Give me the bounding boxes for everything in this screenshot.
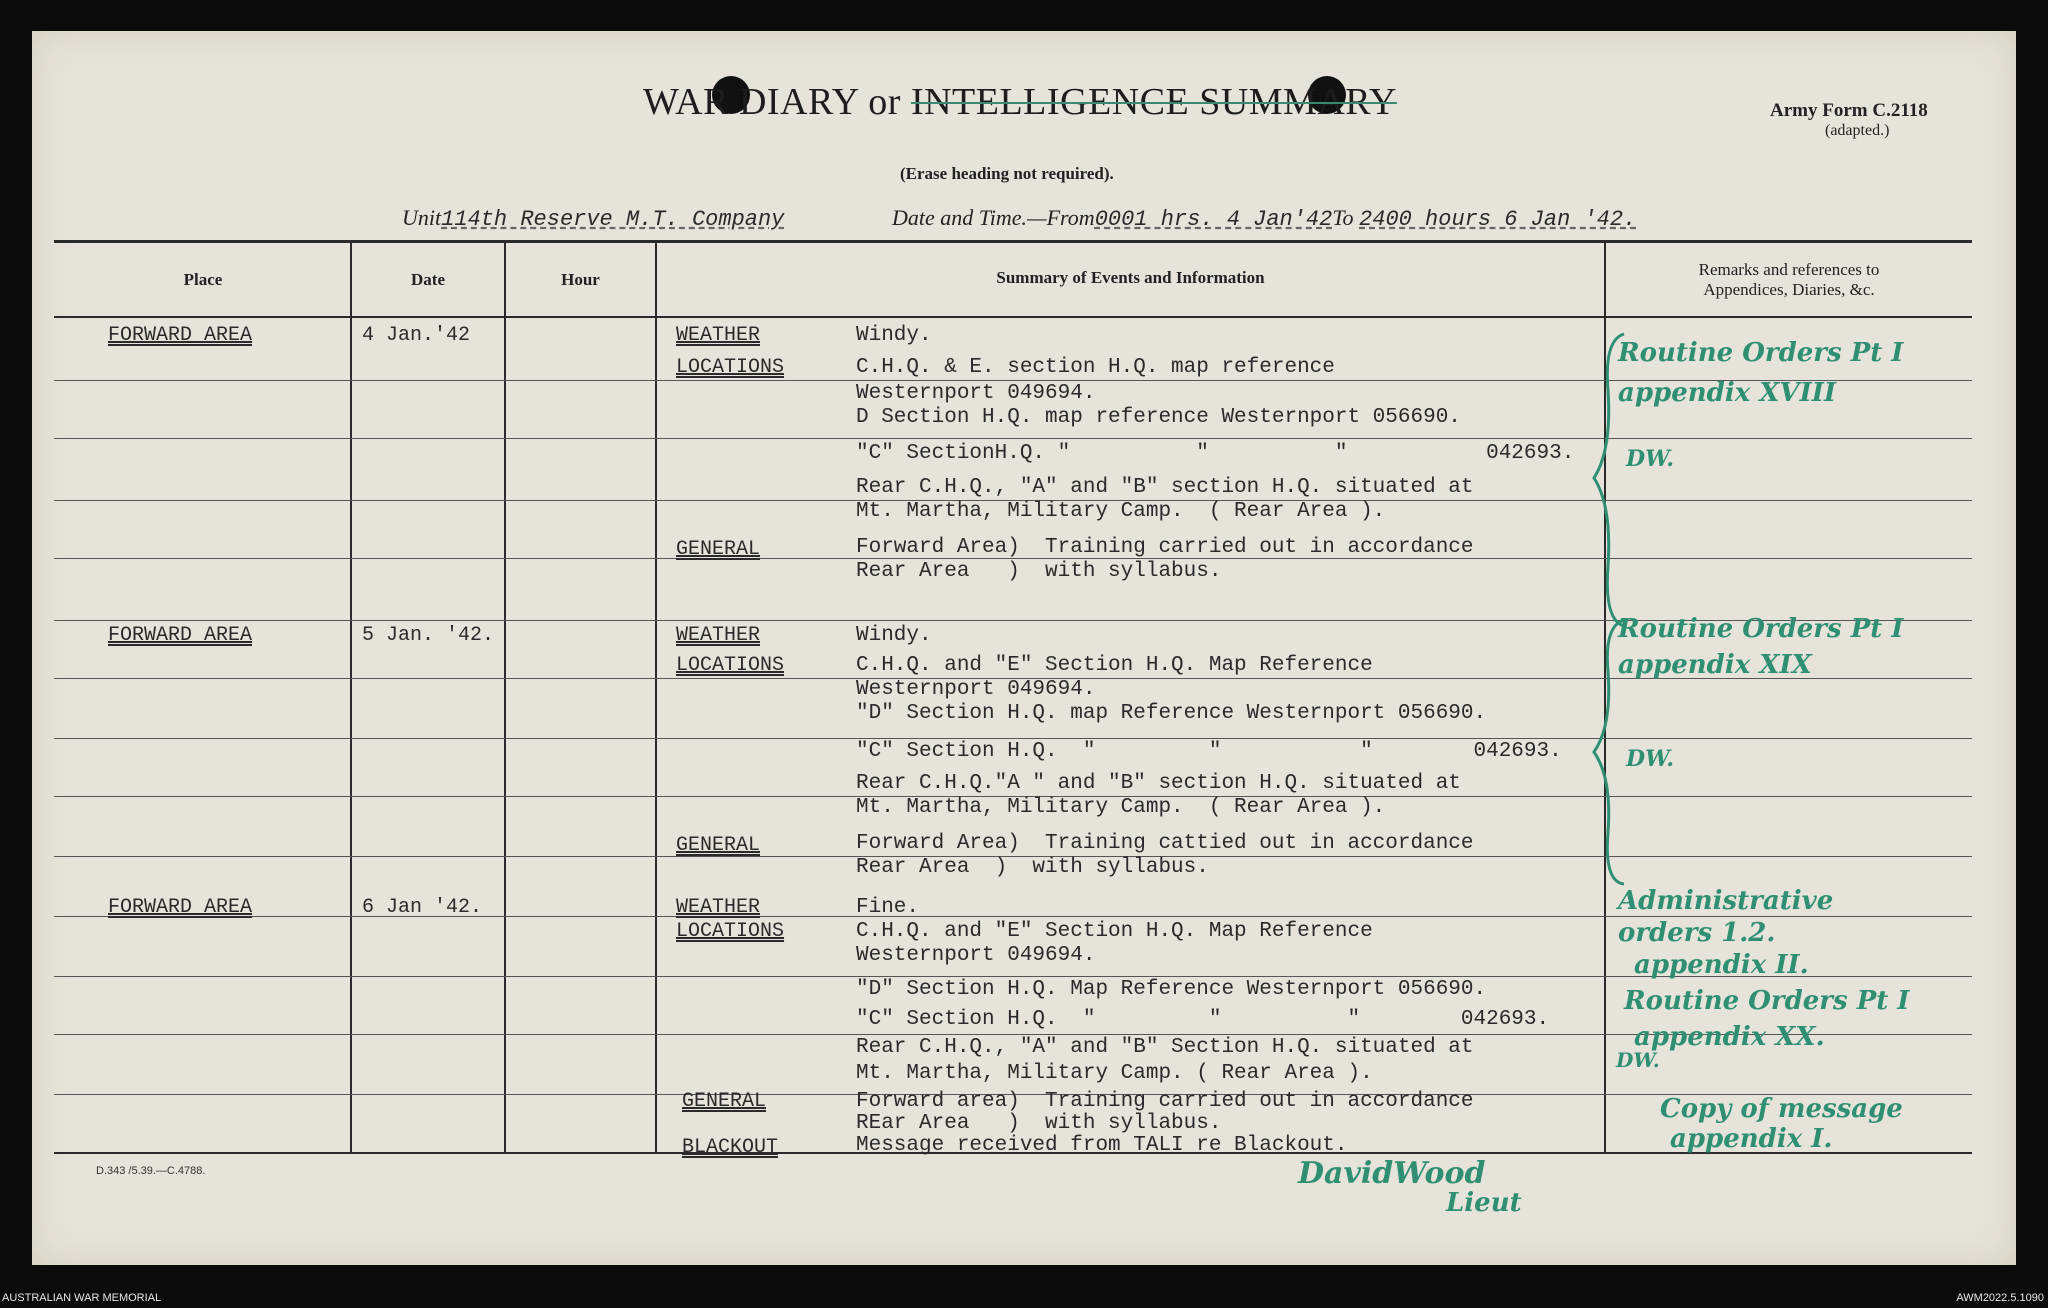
initials: DW. bbox=[1626, 746, 1675, 772]
signature: DavidWood bbox=[1298, 1156, 1486, 1191]
entry-place: FORWARD AREA bbox=[108, 324, 253, 347]
remark-line: appendix I. bbox=[1670, 1124, 1833, 1154]
col-header-remarks bbox=[1606, 260, 1972, 300]
weather-label: WEATHER bbox=[676, 624, 761, 647]
entry-place: FORWARD AREA bbox=[108, 624, 253, 647]
locations-label: LOCATIONS bbox=[676, 654, 785, 677]
locations-label: LOCATIONS bbox=[676, 356, 785, 379]
location-line: "C" Section H.Q. " " " 042693. bbox=[856, 1008, 1550, 1031]
remark-line: Routine Orders Pt I bbox=[1618, 614, 1904, 644]
general-label: GENERAL bbox=[676, 538, 761, 561]
remark-line: appendix XIX bbox=[1618, 650, 1812, 680]
location-line: Mt. Martha, Military Camp. ( Rear Area ). bbox=[856, 500, 1386, 523]
remark-line: appendix II. bbox=[1634, 950, 1809, 980]
entry-place: FORWARD AREA bbox=[108, 896, 253, 919]
col-header-place: Place bbox=[183, 270, 223, 289]
from-value: 0001 hrs. 4 Jan'42 bbox=[1094, 207, 1333, 232]
erase-note: (Erase heading not required). bbox=[900, 164, 1114, 183]
general-line: Forward Area) Training cattied out in accordance bbox=[856, 832, 1474, 855]
general-line: Forward Area) Training carried out in accordance bbox=[856, 536, 1474, 559]
remark-line: Administrative bbox=[1618, 886, 1834, 916]
location-line: C.H.Q. and "E" Section H.Q. Map Reference bbox=[856, 920, 1373, 943]
general-line: Rear Area ) with syllabus. bbox=[856, 856, 1209, 879]
date-line bbox=[892, 205, 1636, 232]
location-line: Rear C.H.Q., "A" and "B" section H.Q. situated at bbox=[856, 476, 1474, 499]
location-line: Rear C.H.Q."A " and "B" section H.Q. situated at bbox=[856, 772, 1461, 795]
adapted-label: (adapted.) bbox=[1825, 122, 1890, 139]
location-line: Mt. Martha, Military Camp. ( Rear Area ). bbox=[856, 1062, 1373, 1085]
location-line: Rear C.H.Q., "A" and "B" Section H.Q. situated at bbox=[856, 1036, 1474, 1059]
title-struck: INTELLIGENCE SUMMARY bbox=[910, 81, 1397, 123]
to-value: 2400 hours 6 Jan '42. bbox=[1359, 207, 1637, 232]
location-line: C.H.Q. & E. section H.Q. map reference bbox=[856, 356, 1335, 379]
col-header-summary: Summary of Events and Information bbox=[996, 268, 1265, 287]
initials: DW. bbox=[1626, 446, 1675, 472]
date-label: Date and Time.—From bbox=[892, 205, 1095, 230]
remark-line: Routine Orders Pt I bbox=[1624, 986, 1910, 1016]
weather-text: Windy. bbox=[856, 324, 932, 347]
table-top-rule bbox=[54, 240, 1972, 243]
general-label: GENERAL bbox=[676, 834, 761, 857]
remark-line: Copy of message bbox=[1660, 1094, 1903, 1124]
col-rule-1 bbox=[350, 242, 352, 1152]
remark-line: appendix XX. bbox=[1634, 1022, 1825, 1052]
remarks-header-line-2: Appendices, Diaries, &c. bbox=[1703, 280, 1875, 299]
location-line: "C" Section H.Q. " " " 042693. bbox=[856, 740, 1562, 763]
remark-line: appendix XVIII bbox=[1618, 378, 1837, 408]
location-line: "C" SectionH.Q. " " " 042693. bbox=[856, 442, 1575, 465]
caption-left: AUSTRALIAN WAR MEMORIAL bbox=[2, 1292, 162, 1304]
army-form-label: Army Form C.2118 bbox=[1770, 100, 1928, 121]
general-line: Forward area) Training carried out in accordance bbox=[856, 1090, 1474, 1113]
signature-rank: Lieut bbox=[1446, 1188, 1522, 1218]
general-line: REar Area ) with syllabus. bbox=[856, 1112, 1222, 1135]
brace-icon bbox=[1590, 616, 1630, 888]
entry-date: 5 Jan. '42. bbox=[362, 624, 495, 647]
entry-date: 6 Jan '42. bbox=[362, 896, 483, 919]
general-line: Rear Area ) with syllabus. bbox=[856, 560, 1222, 583]
weather-text: Windy. bbox=[856, 624, 932, 647]
col-rule-2 bbox=[504, 242, 506, 1152]
weather-text: Fine. bbox=[856, 896, 920, 919]
col-header-hour: Hour bbox=[561, 270, 600, 289]
page-title bbox=[570, 80, 1470, 124]
blackout-text: Message received from TALI re Blackout. bbox=[856, 1134, 1348, 1157]
location-line: D Section H.Q. map reference Westernport 056690. bbox=[856, 406, 1461, 429]
location-line: Westernport 049694. bbox=[856, 382, 1096, 405]
remarks-header-line-1: Remarks and references to bbox=[1698, 260, 1880, 279]
location-line: Mt. Martha, Military Camp. ( Rear Area ). bbox=[856, 796, 1386, 819]
weather-label: WEATHER bbox=[676, 324, 761, 347]
remark-line: orders 1.2. bbox=[1618, 918, 1776, 948]
remark-line: Routine Orders Pt I bbox=[1618, 338, 1904, 368]
initials: DW. bbox=[1616, 1048, 1660, 1072]
weather-label: WEATHER bbox=[676, 896, 761, 919]
location-line: Westernport 049694. bbox=[856, 678, 1096, 701]
form-code: D.343 /5.39.—C.4788. bbox=[96, 1165, 206, 1177]
unit-label: Unit bbox=[402, 205, 442, 230]
header-rule bbox=[54, 316, 1972, 318]
general-label: GENERAL bbox=[682, 1090, 767, 1113]
title-main: WAR DIARY or bbox=[643, 81, 911, 123]
brace-icon bbox=[1590, 330, 1630, 630]
location-line: Westernport 049694. bbox=[856, 944, 1096, 967]
to-label: To bbox=[1332, 205, 1354, 230]
location-line: "D" Section H.Q. map Reference Westernport 056690. bbox=[856, 702, 1487, 725]
locations-label: LOCATIONS bbox=[676, 920, 785, 943]
caption-right: AWM2022.5.1090 bbox=[1956, 1292, 2044, 1304]
unit-line bbox=[402, 205, 784, 232]
location-line: "D" Section H.Q. Map Reference Westernport 056690. bbox=[856, 978, 1487, 1001]
unit-value: 114th Reserve M.T. Company bbox=[441, 207, 785, 232]
blackout-label: BLACKOUT bbox=[682, 1136, 779, 1159]
location-line: C.H.Q. and "E" Section H.Q. Map Reference bbox=[856, 654, 1373, 677]
col-header-date: Date bbox=[411, 270, 445, 289]
col-rule-3 bbox=[655, 242, 657, 1152]
entry-date: 4 Jan.'42 bbox=[362, 324, 471, 347]
